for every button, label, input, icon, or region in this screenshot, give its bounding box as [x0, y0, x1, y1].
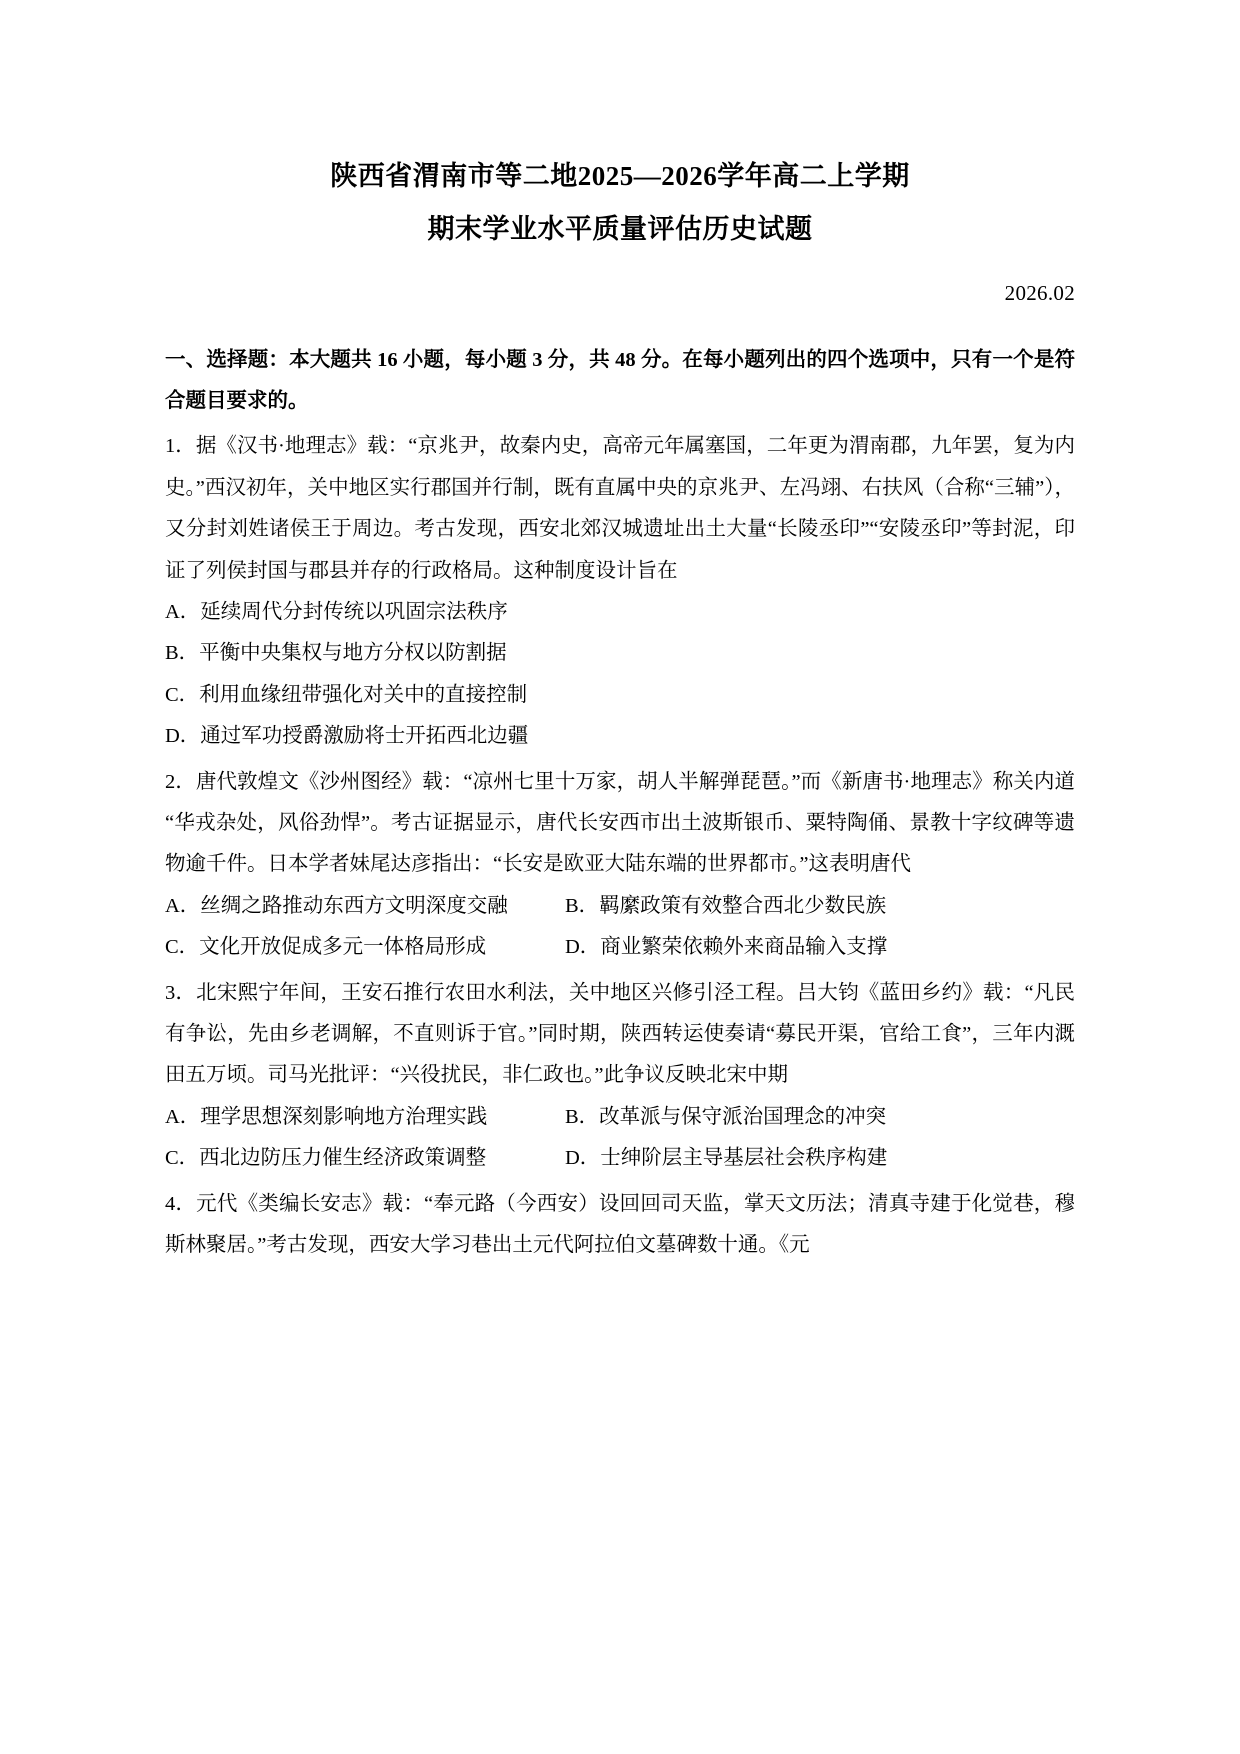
question-2-options-row-2 [165, 927, 1075, 968]
question-1-options [165, 592, 1075, 758]
question-3-option-c[interactable]: C．西北边防压力催生经济政策调整 [165, 1147, 487, 1170]
question-3-options-row-1 [165, 1097, 1075, 1138]
question-3-options [165, 1097, 1075, 1180]
question-2-option-b[interactable]: B．羁縻政策有效整合西北少数民族 [565, 894, 887, 917]
question-1-option-a[interactable]: A．延续周代分封传统以巩固宗法秩序 [165, 600, 508, 623]
question-1-option-c[interactable]: C．利用血缘纽带强化对关中的直接控制 [165, 683, 528, 706]
question-1-stem: 1．据《汉书·地理志》载：“京兆尹，故秦内史，高帝元年属塞国，二年更为渭南郡，九年罢，复为内史。”西汉初年，关中地区实行郡国并行制，既有直属中央的京兆尹、左冯翊、右扶风（合称“三辅”），又分封刘姓诸侯王于周边。考古发现，西安北郊汉城遗址出土大量“长陵丞印”“安陵丞印”等封泥，印证了列侯封国与郡县并存的行政格局。这种制度设计旨在 [165, 435, 1075, 582]
title-line-1: 陕西省渭南市等二地2025—2026学年高二上学期 [330, 161, 910, 191]
question-2 [165, 762, 1075, 969]
question-3 [165, 973, 1075, 1180]
question-2-options-row-1 [165, 886, 1075, 927]
question-2-option-d[interactable]: D．商业繁荣依赖外来商品输入支撑 [565, 936, 888, 959]
section-heading-multiple-choice: 一、选择题：本大题共 16 小题，每小题 3 分，共 48 分。在每小题列出的四个选项中，只有一个是符合题目要求的。 [165, 349, 1075, 413]
question-1-option-b[interactable]: B．平衡中央集权与地方分权以防割据 [165, 642, 507, 665]
question-2-options [165, 886, 1075, 969]
question-3-option-d[interactable]: D．士绅阶层主导基层社会秩序构建 [565, 1147, 888, 1170]
exam-date: 2026.02 [1004, 281, 1075, 306]
question-1 [165, 426, 1075, 757]
title-line-2: 期末学业水平质量评估历史试题 [427, 213, 813, 244]
question-3-option-b[interactable]: B．改革派与保守派治国理念的冲突 [565, 1105, 887, 1128]
question-2-option-a[interactable]: A．丝绸之路推动东西方文明深度交融 [165, 894, 508, 917]
question-4-stem: 4．元代《类编长安志》载：“奉元路（今西安）设回回司天监，掌天文历法；清真寺建于化觉巷，穆斯林聚居。”考古发现，西安大学习巷出土元代阿拉伯文墓碑数十通。《元 [165, 1192, 1075, 1256]
page-title [165, 150, 1075, 255]
question-1-option-d[interactable]: D．通过军功授爵激励将士开拓西北边疆 [165, 725, 529, 748]
question-3-option-a[interactable]: A．理学思想深刻影响地方治理实践 [165, 1105, 488, 1128]
question-4 [165, 1184, 1075, 1267]
question-2-option-c[interactable]: C．文化开放促成多元一体格局形成 [165, 936, 487, 959]
question-2-stem: 2．唐代敦煌文《沙州图经》载：“凉州七里十万家，胡人半解弹琵琶。”而《新唐书·地理志》称关内道“华戎杂处，风俗劲悍”。考古证据显示，唐代长安西市出土波斯银币、粟特陶俑、景教十字纹碑等遗物逾千件。日本学者妹尾达彦指出：“长安是欧亚大陆东端的世界都市。”这表明唐代 [165, 770, 1075, 876]
question-3-stem: 3．北宋熙宁年间，王安石推行农田水利法，关中地区兴修引泾工程。吕大钧《蓝田乡约》载：“凡民有争讼，先由乡老调解，不直则诉于官。”同时期，陕西转运使奏请“募民开渠，官给工食”，三年内溉田五万顷。司马光批评：“兴役扰民，非仁政也。”此争议反映北宋中期 [165, 981, 1075, 1087]
question-3-options-row-2 [165, 1138, 1075, 1179]
